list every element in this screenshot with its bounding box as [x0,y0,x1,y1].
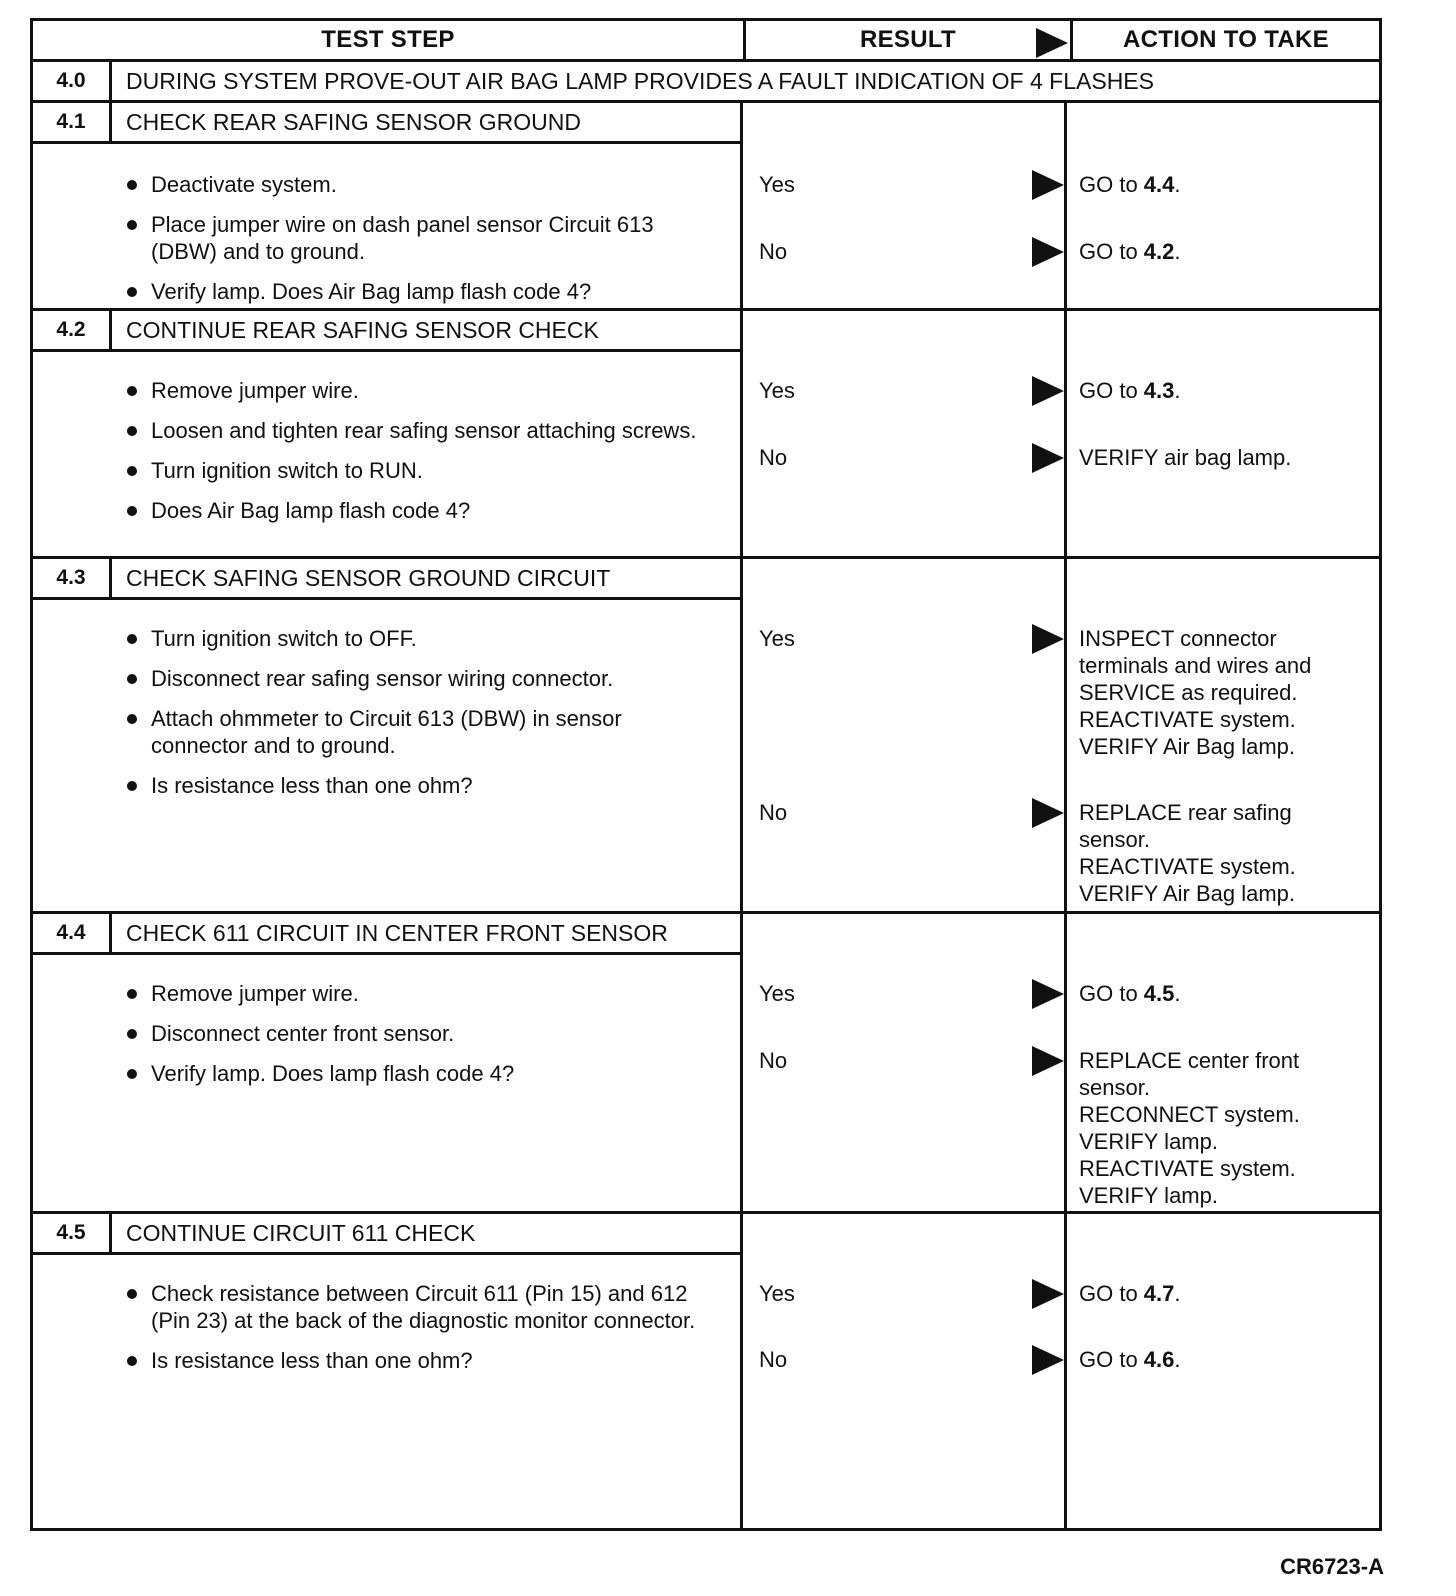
section-4-4 [33,914,1379,1214]
step-number: 4.4 [33,914,112,952]
action-no: REPLACE center front sensor. RECONNECT system. VERIFY lamp. REACTIVATE system. VERIFY lamp. [1079,1048,1300,1208]
step-item: Disconnect center front sensor. [125,1020,724,1047]
step-title: CHECK SAFING SENSOR GROUND CIRCUIT [126,564,611,591]
result-yes: Yes [759,626,795,651]
section-4-1 [33,103,1379,311]
header-result: RESULT [859,26,957,53]
step-title: CONTINUE REAR SAFING SENSOR CHECK [126,316,599,343]
result-yes: Yes [759,378,795,403]
step-number: 4.5 [33,1214,112,1252]
result-yes: Yes [759,1281,795,1306]
result-no: No [759,239,788,264]
action-yes: GO to 4.7. [1079,1281,1181,1306]
step-list [125,625,724,799]
arrow-right-icon [1032,1345,1064,1375]
result-no: No [759,1347,788,1372]
step-title: CONTINUE CIRCUIT 611 CHECK [126,1219,476,1246]
figure-code: CR6723-A [1280,1554,1384,1579]
action-no: GO to 4.6. [1079,1347,1181,1372]
arrow-right-icon [1032,1279,1064,1309]
result-cell [743,559,1067,911]
action-cell [1067,559,1379,911]
step-number: 4.2 [33,311,112,349]
step-item: Verify lamp. Does lamp flash code 4? [125,1060,724,1087]
step-title-bar [33,311,740,352]
step-item: Remove jumper wire. [125,980,724,1007]
test-step-cell [33,559,743,911]
step-number: 4.0 [33,62,112,100]
result-no: No [759,445,788,470]
step-list [125,980,724,1087]
test-step-cell [33,311,743,556]
result-yes: Yes [759,172,795,197]
step-list [125,171,724,305]
step-item: Turn ignition switch to RUN. [125,457,724,484]
result-cell [743,1214,1067,1528]
section-4-3 [33,559,1379,914]
result-no: No [759,1048,788,1073]
header-result-cell [746,21,1073,59]
step-list [125,377,724,524]
step-4-0-row [33,62,1379,103]
step-item: Loosen and tighten rear safing sensor attaching screws. [125,417,724,444]
arrow-right-icon [1032,979,1064,1009]
action-cell [1067,311,1379,556]
table-header [33,21,1379,62]
step-item: Is resistance less than one ohm? [125,1347,724,1374]
step-title-bar [33,559,740,600]
step-title: CHECK 611 CIRCUIT IN CENTER FRONT SENSOR [126,919,668,946]
step-item: Check resistance between Circuit 611 (Pin 15) and 612 (Pin 23) at the back of the diagnostic monitor connector. [125,1280,724,1334]
result-yes: Yes [759,981,795,1006]
step-title: DURING SYSTEM PROVE-OUT AIR BAG LAMP PROVIDES A FAULT INDICATION OF 4 FLASHES [126,67,1154,94]
step-item: Attach ohmmeter to Circuit 613 (DBW) in sensor connector and to ground. [125,705,724,759]
arrow-right-icon [1032,624,1064,654]
step-item: Verify lamp. Does Air Bag lamp flash code 4? [125,278,724,305]
result-cell [743,103,1067,308]
step-number: 4.3 [33,559,112,597]
action-cell [1067,1214,1379,1528]
test-step-cell [33,914,743,1211]
arrow-right-icon [1032,170,1064,200]
step-item: Does Air Bag lamp flash code 4? [125,497,724,524]
action-yes: GO to 4.5. [1079,981,1181,1006]
result-cell [743,914,1067,1211]
action-yes: GO to 4.4. [1079,172,1181,197]
step-title: CHECK REAR SAFING SENSOR GROUND [126,108,581,135]
header-action: ACTION TO TAKE [1123,26,1329,53]
action-yes: INSPECT connector terminals and wires and SERVICE as required. REACTIVATE system. VERIFY Air Bag lamp. [1079,626,1312,759]
result-no: No [759,800,788,825]
arrow-right-icon [1036,28,1068,58]
step-title-bar [33,914,740,955]
step-list [125,1280,724,1374]
step-number: 4.1 [33,103,112,141]
action-yes: GO to 4.3. [1079,378,1181,403]
step-item: Is resistance less than one ohm? [125,772,724,799]
step-title-bar [33,1214,740,1255]
arrow-right-icon [1032,798,1064,828]
action-cell [1067,914,1379,1211]
step-item: Place jumper wire on dash panel sensor Circuit 613 (DBW) and to ground. [125,211,724,265]
header-test-step: TEST STEP [33,21,746,59]
step-title-bar [33,103,740,144]
arrow-right-icon [1032,237,1064,267]
arrow-right-icon [1032,376,1064,406]
step-item: Remove jumper wire. [125,377,724,404]
action-no: VERIFY air bag lamp. [1079,445,1292,470]
section-4-2 [33,311,1379,559]
diagnostic-table [30,18,1382,1531]
arrow-right-icon [1032,1046,1064,1076]
step-item: Deactivate system. [125,171,724,198]
arrow-right-icon [1032,443,1064,473]
step-item: Turn ignition switch to OFF. [125,625,724,652]
step-item: Disconnect rear safing sensor wiring connector. [125,665,724,692]
section-4-5 [33,1214,1379,1528]
action-no: REPLACE rear safing sensor. REACTIVATE system. VERIFY Air Bag lamp. [1079,800,1296,906]
action-cell [1067,103,1379,308]
test-step-cell [33,103,743,308]
test-step-cell [33,1214,743,1528]
result-cell [743,311,1067,556]
action-no: GO to 4.2. [1079,239,1181,264]
